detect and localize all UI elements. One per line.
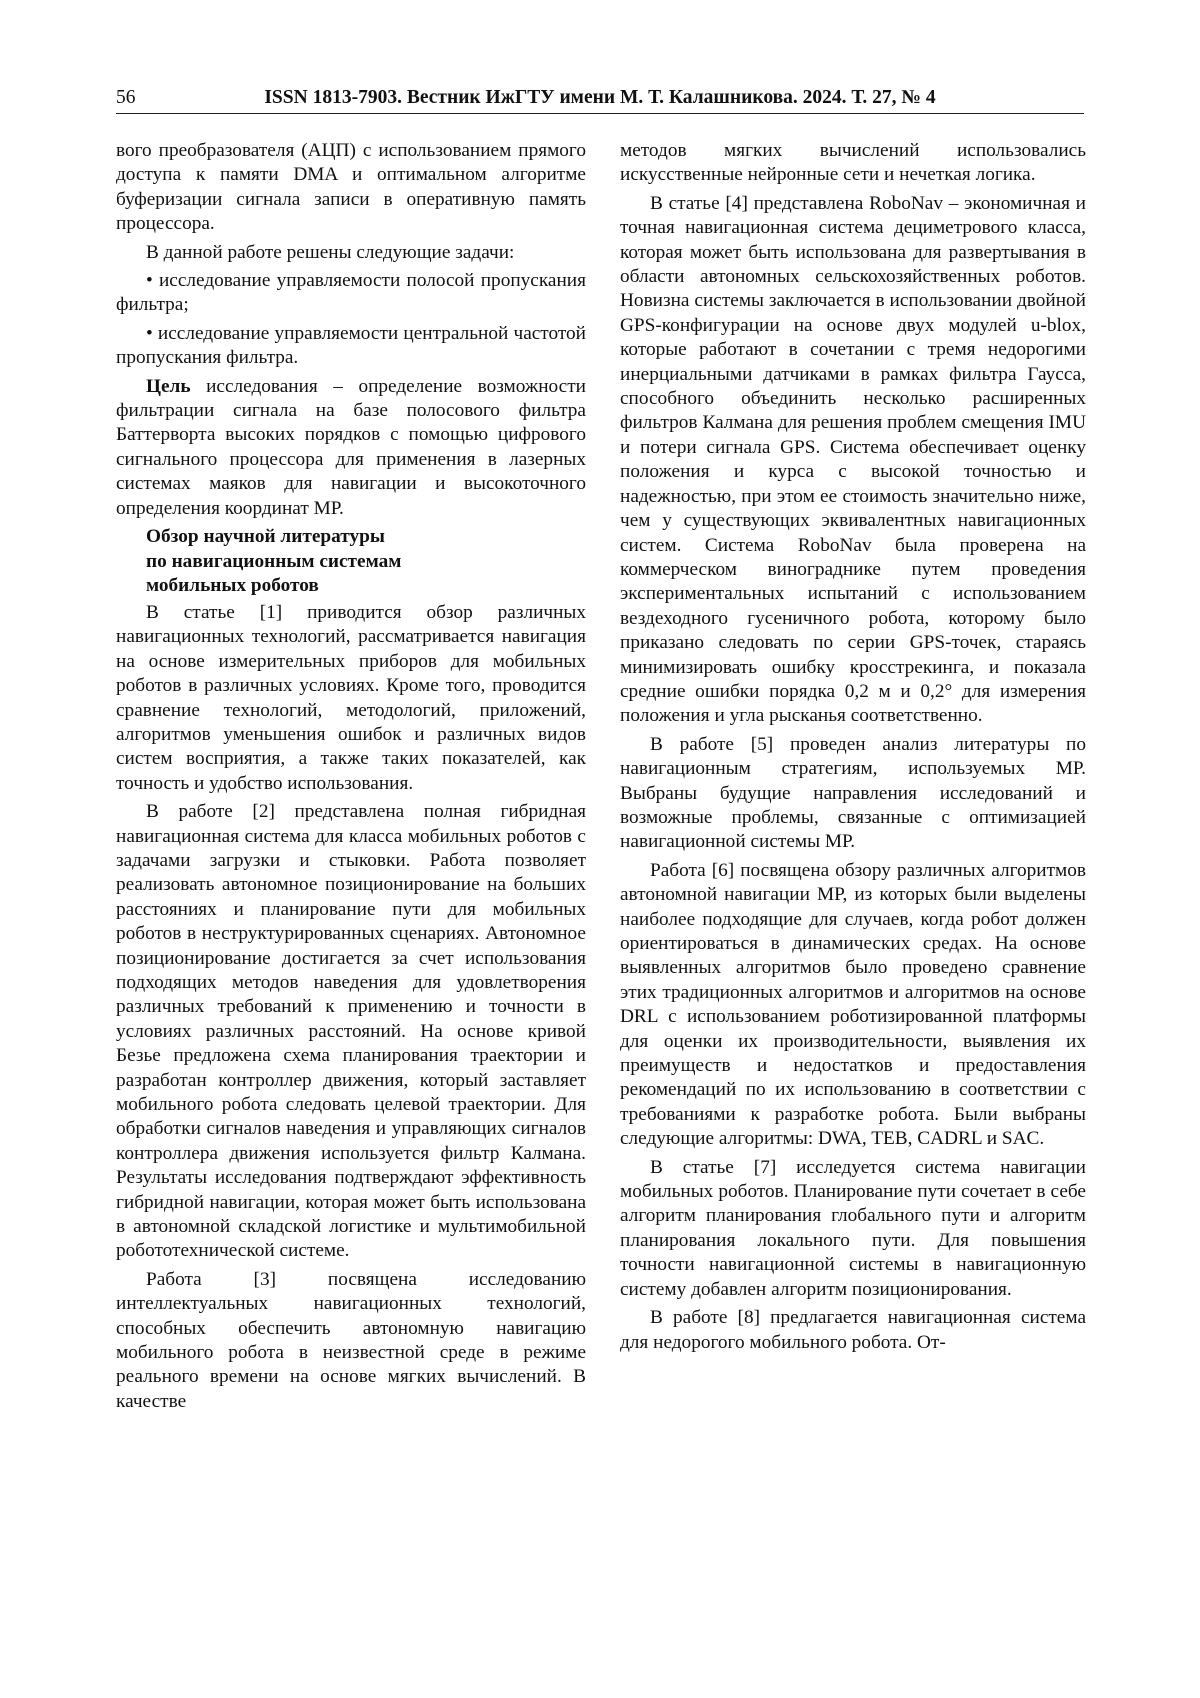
section-heading-line: Обзор научной литературы [146,526,385,548]
running-header [116,83,1084,114]
paragraph-goal [116,375,586,521]
paragraph: В работе [8] предлагается навигационная система для недорогого мобильного робота. От- [620,1307,1086,1353]
paragraph: вого преобразователя (АЦП) с использованием прямого доступа к памяти DMA и оптимальном алгоритме буферизации сигнала записи в оперативную память процессора. [116,140,586,235]
goal-label: Цель [146,375,191,397]
paragraph: В работе [2] представлена полная гибридная навигационная система для класса мобильных роботов с задачами загрузки и стыковки. Работа позволяет реализовать автономное позиционирование на больших расстояниях и планирование пути для мобильных роботов в неструктурированных сценариях. Автономное позиционирование достигается за счет использования подходящих методов наведения для удовлетворения различных требований к применению и точности в условиях различных расстояний. На основе кривой Безье предложена схема планирования траектории и разработан контроллер движения, который заставляет мобильного робота следовать целевой траектории. Для обработки сигналов наведения и управляющих сигналов контроллера движения используется фильтр Калмана. Результаты исследования подтверждают эффективность гибридной навигации, которая может быть использована в автономной складской логистике и мультимобильной робототехнической системе. [116,801,586,1262]
right-column [620,139,1086,1359]
paragraph: Работа [6] посвящена обзору различных алгоритмов автономной навигации МР, из которых были выделены наиболее подходящие для случаев, когда робот должен ориентироваться в динамических средах. На основе выявленных алгоритмов было проведено сравнение этих традиционных алгоритмов и алгоритмов на основе DRL с использованием роботизированной платформы для оценки их производительности, выявления их преимуществ и недостатков и предоставления рекомендаций по их использованию в соответствии с требованиями к разработке робота. Были выбраны следующие алгоритмы: DWA, TEB, CADRL и SAC. [620,859,1086,1150]
section-heading-line: мобильных роботов [146,575,319,597]
paragraph: В статье [1] приводится обзор различных навигационных технологий, рассматривается навигация на основе измерительных приборов для мобильных роботов в различных условиях. Кроме того, проводится сравнение технологий, методологий, приложений, алгоритмов уменьшения ошибок и различных видов систем восприятия, а также таких показателей, как точность и удобство использования. [116,601,586,794]
section-heading [146,525,586,599]
left-column [116,139,586,1418]
bullet-item: • исследование управляемости центральной частотой пропускания фильтра. [116,322,586,369]
goal-text: исследования – определение возможности фильтрации сигнала на базе полосового фильтра Баттерворта высоких порядков с помощью цифрового сигнального процессора для применения в лазерных системах маяков для навигации и высокоточного определения координат МР. [116,375,586,519]
paragraph: В данной работе решены следующие задачи: [146,241,515,263]
paragraph: В работе [5] проведен анализ литературы по навигационным стратегиям, используемых МР. Выбраны будущие направления исследований и возможные проблемы, связанные с оптимизацией навигационной системы МР. [620,733,1086,853]
page-number: 56 [116,87,136,108]
paragraph: методов мягких вычислений использовались искусственные нейронные сети и нечеткая логика. [620,140,1086,186]
paragraph: В статье [7] исследуется система навигации мобильных роботов. Планирование пути сочетает в себе алгоритм планирования глобального пути и алгоритм планирования локального пути. Для повышения точности навигационной системы в навигационную систему добавлен алгоритм позиционирования. [620,1156,1086,1300]
section-heading-line: по навигационным системам [146,550,402,572]
paragraph: В статье [4] представлена RoboNav – экономичная и точная навигационная система дециметрового класса, которая может быть использована для развертывания в области автономных сельскохозяйственных роботов. Новизна системы заключается в использовании двойной GPS-конфигурации на основе двух модулей u-blox, которые работают в сочетании с тремя недорогими инерциальными датчиками в рамках фильтра Гаусса, способного объединить несколько расширенных фильтров Калмана для решения проблем смещения IMU и потери сигнала GPS. Система обеспечивает оценку положения и курса с высокой точностью и надежностью, при этом ее стоимость значительно ниже, чем у существующих эквивалентных навигационных систем. Система RoboNav была проверена на коммерческом винограднике путем проведения экспериментальных испытаний с использованием вездеходного гусеничного робота, которому было приказано следовать по серии GPS-точек, стараясь минимизировать ошибку кросстрекинга, и показала средние ошибки порядка 0,2 м и 0,2° для измерения положения и угла рысканья соответственно. [620,192,1086,727]
bullet-item: • исследование управляемости полосой пропускания фильтра; [116,270,586,316]
journal-title: ISSN 1813-7903. Вестник ИжГТУ имени М. Т. Калашникова. 2024. Т. 27, № 4 [264,87,936,108]
paragraph: Работа [3] посвящена исследованию интеллектуальных навигационных технологий, способных обеспечить автономную навигацию мобильного робота в неизвестной среде в режиме реального времени на основе мягких вычислений. В качестве [116,1268,586,1412]
